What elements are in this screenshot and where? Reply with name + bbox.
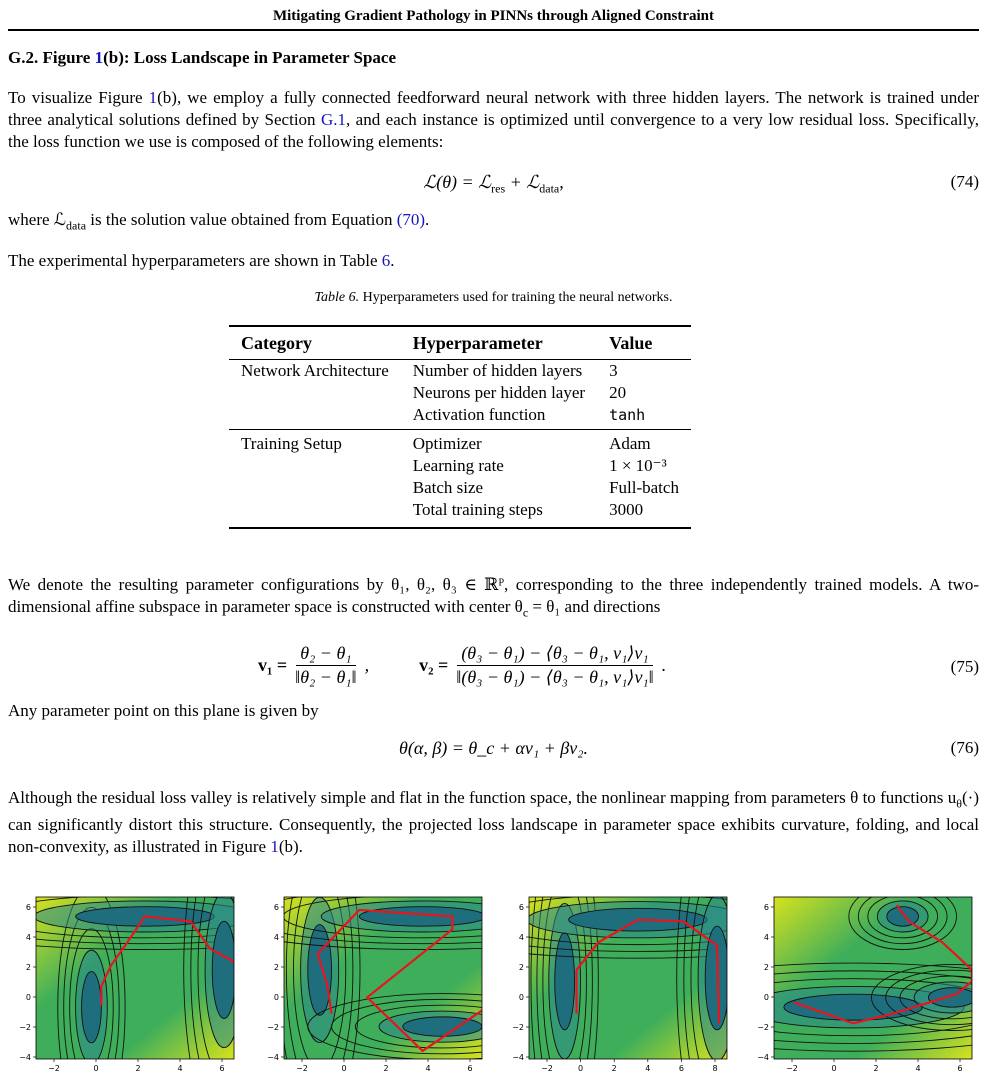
contour-line [212, 921, 236, 1018]
y-tick-label: 0 [273, 993, 279, 1002]
landscape-background [774, 897, 972, 1059]
column-header: Value [609, 333, 653, 353]
x-tick-label: 0 [578, 1064, 584, 1073]
paragraph-intro: To visualize Figure 1(b), we employ a fully connected feedforward neural network with three hidden layers. The network is trained under three analytical solutions defined by Section G.1, and each instance is optimized until convergence to a very low residual loss. Specifically, the loss function we use is composed of the following elements: [8, 88, 979, 151]
y-tick-label: 0 [518, 993, 524, 1002]
x-tick-label: −2 [541, 1064, 553, 1073]
figure-link[interactable]: 1 [94, 48, 104, 67]
equation-76: θ(α, β) = θ_c + αv₁ + βv₂. (76) [399, 738, 979, 758]
y-tick-label: −2 [757, 1023, 769, 1032]
column-header: Category [241, 333, 312, 353]
paragraph-plane: Any parameter point on this plane is given by [8, 701, 319, 720]
table-row: Neurons per hidden layer 20 [412, 383, 627, 402]
x-tick-label: 2 [135, 1064, 141, 1073]
y-tick-label: −4 [267, 1053, 279, 1062]
figure-link[interactable]: 1 [148, 88, 158, 107]
y-tick-label: −4 [757, 1053, 769, 1062]
paragraph-table-ref: The experimental hyperparameters are shown in Table 6. [8, 251, 395, 270]
x-tick-label: 4 [915, 1064, 921, 1073]
table-row: Training Setup Optimizer Adam [229, 430, 691, 456]
x-tick-label: 6 [678, 1064, 684, 1073]
x-tick-label: 4 [425, 1064, 431, 1073]
x-tick-label: 4 [645, 1064, 651, 1073]
y-tick-label: −2 [19, 1023, 31, 1032]
loss-landscape-figures [0, 893, 987, 1078]
contour-line [928, 988, 976, 1007]
equation-75: v₁ = $\frac{\text{θ₂ − θ₁}}{\text{‖θ₂ − θ₁‖}}$ , v₂ = $\frac{\text{(θ₃ − θ₁) − ⟨θ₃ − θ₁, v₁⟩v₁}}{\text{‖(θ₃ − θ₁) − ⟨θ₃ − θ₁, v₁⟩v₁‖}}$ . (75) [258, 643, 979, 687]
y-tick-label: −2 [267, 1023, 279, 1032]
paragraph-landscape: Although the residual loss valley is relatively simple and flat in the function space, the nonlinear mapping from parameters θ to functions $u_\theta(\cdot)$ can significantly distort this structure. Consequently, the projected loss landscape in parameter space exhibits curvature, folding, and local non-convexity, as illustrated in Figure 1(b). [8, 788, 979, 857]
contour-line [308, 925, 332, 1016]
equation-74: ℒ(θ) = ℒ$_{res}$ + ℒ$_{data}$, (74) [423, 172, 979, 196]
y-tick-label: 6 [25, 903, 31, 912]
y-tick-label: 4 [518, 933, 524, 942]
x-tick-label: −2 [786, 1064, 798, 1073]
y-tick-label: 2 [518, 963, 524, 972]
equation-link[interactable]: (70) [396, 210, 426, 229]
y-tick-label: 6 [273, 903, 279, 912]
y-tick-label: 2 [273, 963, 279, 972]
x-tick-label: −2 [296, 1064, 308, 1073]
equation-number: (76) [950, 738, 979, 757]
table-row: Learning rate 1 × 10⁻³ [412, 456, 667, 475]
contour-line [555, 933, 575, 1030]
category-cell: Network Architecture [241, 361, 389, 380]
y-tick-label: 6 [518, 903, 524, 912]
paragraph-where: where ℒ$_{data}$ is the solution value obtained from Equation (70). [8, 210, 430, 233]
hyperparameter-table [229, 325, 691, 529]
y-tick-label: 4 [763, 933, 769, 942]
x-tick-label: 8 [712, 1064, 718, 1073]
x-tick-label: −2 [48, 1064, 60, 1073]
contour-line [82, 972, 102, 1043]
landscape-panel-4 [752, 893, 976, 1078]
figure-link[interactable]: 1 [270, 837, 279, 857]
y-tick-label: 0 [763, 993, 769, 1002]
y-tick-label: 0 [25, 993, 31, 1002]
x-tick-label: 2 [873, 1064, 879, 1073]
x-tick-label: 4 [177, 1064, 183, 1073]
section-heading: G.2. Figure 1(b): Loss Landscape in Parameter Space [8, 48, 397, 67]
x-tick-label: 0 [93, 1064, 99, 1073]
y-tick-label: 4 [273, 933, 279, 942]
table-row: Total training steps 3000 [229, 499, 691, 528]
x-tick-label: 6 [957, 1064, 963, 1073]
landscape-panel-2 [262, 893, 486, 1078]
equation-number: (74) [950, 172, 979, 191]
x-tick-label: 0 [341, 1064, 347, 1073]
paragraph-parameters: We denote the resulting parameter configurations by θ₁, θ₂, θ₃ ∈ ℝᴾ, corresponding to the three independently trained models. A two-dimensional affine subspace in parameter space is constructed with center $\theta_c = \theta_1$ and directions [8, 575, 979, 620]
equation-number: (75) [950, 657, 979, 676]
table-row: Activation function tanh [412, 405, 646, 424]
table-row: Batch size Full-batch [412, 478, 679, 497]
y-tick-label: 2 [25, 963, 31, 972]
landscape-panel-1 [14, 893, 238, 1078]
y-tick-label: −2 [512, 1023, 524, 1032]
x-tick-label: 2 [383, 1064, 389, 1073]
x-tick-label: 6 [219, 1064, 225, 1073]
landscape-panel-3 [507, 893, 731, 1078]
table-caption: Table 6. Hyperparameters used for training the neural networks. [314, 290, 673, 305]
x-tick-label: 0 [831, 1064, 837, 1073]
header-rule [8, 29, 979, 31]
contour-line [359, 907, 486, 926]
y-tick-label: 4 [25, 933, 31, 942]
table-link[interactable]: 6 [381, 251, 391, 270]
y-tick-label: −4 [19, 1053, 31, 1062]
x-tick-label: 6 [467, 1064, 473, 1073]
table-row: Network Architecture Number of hidden layers 3 [229, 360, 691, 383]
category-cell: Training Setup [241, 434, 342, 453]
section-link[interactable]: G.1 [320, 110, 346, 129]
y-tick-label: −4 [512, 1053, 524, 1062]
running-title: Mitigating Gradient Pathology in PINNs through Aligned Constraint [272, 8, 714, 24]
y-tick-label: 2 [763, 963, 769, 972]
x-tick-label: 2 [611, 1064, 617, 1073]
y-tick-label: 6 [763, 903, 769, 912]
column-header: Hyperparameter [412, 333, 543, 353]
